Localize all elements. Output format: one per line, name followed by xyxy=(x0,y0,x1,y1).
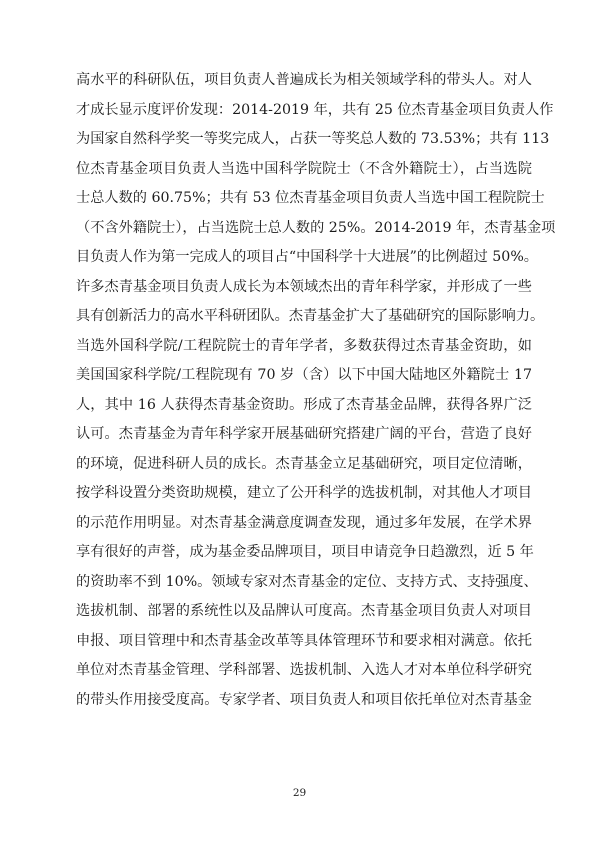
page-number: 29 xyxy=(292,787,307,799)
text-line: 士总人数的 60.75%；共有 53 位杰青基金项目负责人当选中国工程院院士 xyxy=(76,190,545,206)
text-line: 单位对杰青基金管理、学科部署、选拔机制、入选人才对本单位科学研究 xyxy=(76,662,532,678)
text-line: （不含外籍院士），占当选院士总人数的 25%。2014-2019 年，杰青基金项 xyxy=(76,219,556,236)
text-line: 为国家自然科学奖一等奖完成人，占获一等奖总人数的 73.53%；共有 113 xyxy=(76,131,550,147)
text-line: 目负责人作为第一完成人的项目占“中国科学十大进展”的比例超过 50%。 xyxy=(76,249,538,265)
text-line: 美国国家科学院/工程院现有 70 岁（含）以下中国大陆地区外籍院士 17 xyxy=(76,367,532,383)
text-line: 的环境，促进科研人员的成长。杰青基金立足基础研究，项目定位清晰， xyxy=(76,455,532,472)
text-line: 位杰青基金项目负责人当选中国科学院院士（不含外籍院士），占当选院 xyxy=(76,160,532,177)
body-text xyxy=(76,66,556,715)
text-line: 当选外国科学院/工程院院士的青年学者，多数获得过杰青基金资助，如 xyxy=(76,337,532,354)
text-line: 才成长显示度评价发现：2014-2019 年，共有 25 位杰青基金项目负责人作 xyxy=(76,101,554,118)
text-line: 许多杰青基金项目负责人成长为本领域杰出的青年科学家，并形成了一些 xyxy=(76,278,532,295)
text-line: 申报、项目管理中和杰青基金改革等具体管理环节和要求相对满意。依托 xyxy=(76,632,532,649)
text-line: 高水平的科研队伍，项目负责人普遍成长为相关领域学科的带头人。对人 xyxy=(76,72,532,88)
text-line: 人，其中 16 人获得杰青基金资助。形成了杰青基金品牌，获得各界广泛 xyxy=(76,396,532,413)
text-line: 选拔机制、部署的系统性以及品牌认可度高。杰青基金项目负责人对项目 xyxy=(76,603,532,619)
text-line: 认可。杰青基金为青年科学家开展基础研究搭建广阔的平台，营造了良好 xyxy=(76,426,532,442)
text-line: 的示范作用明显。对杰青基金满意度调查发现，通过多年发展，在学术界 xyxy=(76,514,532,531)
text-line: 享有很好的声誉，成为基金委品牌项目，项目申请竞争日趋激烈，近 5 年 xyxy=(76,544,534,560)
text-line: 的带头作用接受度高。专家学者、项目负责人和项目依托单位对杰青基金 xyxy=(76,691,532,708)
text-line: 具有创新活力的高水平科研团队。杰青基金扩大了基础研究的国际影响力。 xyxy=(76,308,545,324)
text-line: 的资助率不到 10%。领域专家对杰青基金的定位、支持方式、支持强度、 xyxy=(76,573,538,590)
text-line: 按学科设置分类资助规模，建立了公开科学的选拔机制，对其他人才项目 xyxy=(76,485,532,501)
